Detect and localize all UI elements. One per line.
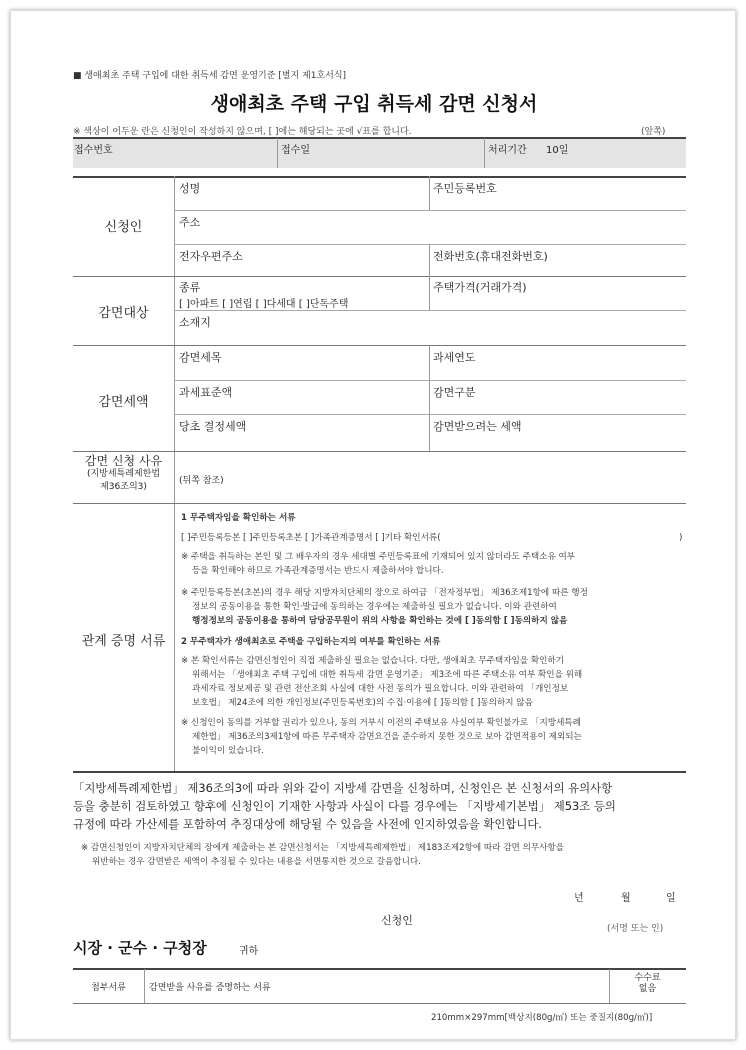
resident-number-field-label: 주민등록번호: [433, 182, 497, 195]
doc-note-3: ※ 본 확인서류는 감면신청인이 직접 제출하실 필요는 없습니다. 다만, 생애최초 무주택자임을 확인하기 위해서는 「생애최초 주택 구입에 대한 취득세 감면 운영기준」 제3조에 따른 주택소유 여부 확인을 위해 과세자료 정보제공 및 관련 전산조회 사실에 대한 사전 동의가 필요합니다. 이와 관련하여 「개인정보 보호법」 제24조에 의한 개인정보(주민등록번호)의 수집·이용에 [ ]동의함 [ ]동의하지 않음: [181, 656, 583, 708]
name-field-label: 성명: [179, 182, 201, 195]
signature-applicant-label: 신청인: [381, 914, 413, 927]
doc-heading-2: 2 무주택자가 생애최초로 주택을 구입하는지의 여부를 확인하는 서류: [181, 637, 441, 647]
processing-period-label: 처리기간: [488, 145, 527, 156]
email-field-label: 전자우편주소: [179, 250, 243, 263]
tax-category-label: 감면구분: [433, 386, 476, 399]
housing-price-label: 주택가격(거래가격): [433, 281, 527, 294]
tax-section-label: 감면세액: [98, 395, 149, 410]
documents-section-label: 관계 증명 서류: [81, 634, 166, 649]
target-section-label: 감면대상: [98, 306, 149, 321]
tax-year-label: 과세연도: [433, 351, 476, 364]
fee-box: 수수료 없음: [634, 973, 661, 994]
date-month-label: 월: [621, 893, 631, 904]
doc-note-4: ※ 신청인이 동의를 거부할 권리가 있으나, 동의 거부시 이전의 주택보유 사실여부 확인불가로 「지방세특례 제한법」 제36조의3제1항에 따른 무주택자 감면요건을 준수하지 못한 것으로 보아 감면적용이 제외되는 불이익이 있습니다.: [181, 718, 582, 756]
receipt-bar: [73, 138, 686, 168]
receipt-number-label: 접수번호: [74, 145, 113, 156]
tax-base-label: 과세표준액: [179, 386, 233, 399]
doc-1-options-close: ): [679, 533, 683, 543]
recipient-title: 시장 · 군수 · 구청장: [73, 939, 207, 957]
date-year-label: 년: [574, 893, 584, 904]
reason-value: (뒤쪽 참조): [179, 476, 224, 486]
date-day-label: 일: [666, 893, 676, 904]
phone-field-label: 전화번호(휴대전화번호): [433, 250, 548, 263]
recipient-suffix: 귀하: [239, 946, 259, 957]
instruction-note: ※ 색상이 어두운 란은 신청인이 작성하지 않으며, [ ]에는 해당되는 곳에 √표를 합니다.: [73, 127, 412, 137]
declaration-text: 「지방세특례제한법」 제36조의3에 따라 위와 같이 지방세 감면을 신청하며, 신청인은 본 신청서의 유의사항 등을 충분히 검토하였고 향후에 신청인이 기재한 사항과 사실이 다를 경우에는 「지방세기본법」 제53조 등의 규정에 따라 가산세를 포함하여 추징대상에 해당될 수 있음을 사전에 인지하였음을 확인합니다.: [73, 781, 616, 831]
attachment-label: 첨부서류: [91, 983, 126, 993]
tax-item-label: 감면세목: [179, 351, 222, 364]
housing-type-label: 종류: [179, 281, 201, 294]
receipt-date-label: 접수일: [281, 145, 310, 156]
requested-tax-label: 감면받으려는 세액: [433, 420, 522, 433]
doc-note-2: ※ 주민등록등본(초본)의 경우 해당 지방자치단체의 장으로 하여금 「전자정부법」 제36조제1항에 따른 행정 정보의 공동이용을 통한 확인·발급에 동의하는 경우에는 제출하실 필요가 없습니다. 이와 관련하여 행정정보의 공동이용을 통하여 담당공무원이 위의 사항을 확인하는 것에 [ ]동의함 [ ]동의하지 않음: [181, 588, 588, 626]
doc-heading-1: 1 무주택자임을 확인하는 서류: [181, 513, 296, 523]
attachment-value: 감면받을 사유를 증명하는 서류: [149, 983, 271, 993]
applicant-section-label: 신청인: [104, 220, 143, 235]
housing-type-options: [ ]아파트 [ ]연립 [ ]다세대 [ ]단독주택: [179, 299, 349, 310]
signature-placeholder: (서명 또는 인): [607, 924, 664, 934]
address-field-label: 주소: [179, 216, 201, 229]
form-reference: ■ 생애최초 주택 구입에 대한 취득세 감면 운영기준 [별지 제1호서식]: [73, 71, 347, 81]
paper-spec: 210mm×297mm[백상지(80g/㎡) 또는 중질지(80g/㎡)]: [431, 1013, 653, 1023]
doc-note-1: ※ 주택을 취득하는 본인 및 그 배우자의 경우 세대별 주민등록표에 기재되어 있지 않더라도 주택소유 여부 등을 확인해야 하므로 가족관계증명서는 반드시 제출하셔야 합니다.: [181, 552, 576, 576]
location-field-label: 소재지: [179, 316, 211, 329]
original-tax-label: 당초 결정세액: [179, 420, 247, 433]
doc-1-options: [ ]주민등록등본 [ ]주민등록초본 [ ]가족관계증명서 [ ]기타 확인서류(: [181, 533, 441, 543]
application-form-sheet: [10, 10, 736, 1040]
form-title: 생애최초 주택 구입 취득세 감면 신청서: [210, 93, 538, 115]
front-page-label: (앞쪽): [641, 127, 666, 137]
processing-period-value: 10일: [546, 145, 569, 156]
declaration-note: ※ 감면신청인이 지방자치단체의 장에게 제출하는 본 감면신청서는 「지방세특례제한법」 제183조제2항에 따라 감면 의무사항을 위반하는 경우 감면받은 세액이 추징될 수 있다는 내용을 서면통지한 것으로 갈음합니다.: [81, 843, 565, 867]
reason-section-label: 감면 신청 사유 (지방세특례제한법 제36조의3): [84, 454, 163, 492]
